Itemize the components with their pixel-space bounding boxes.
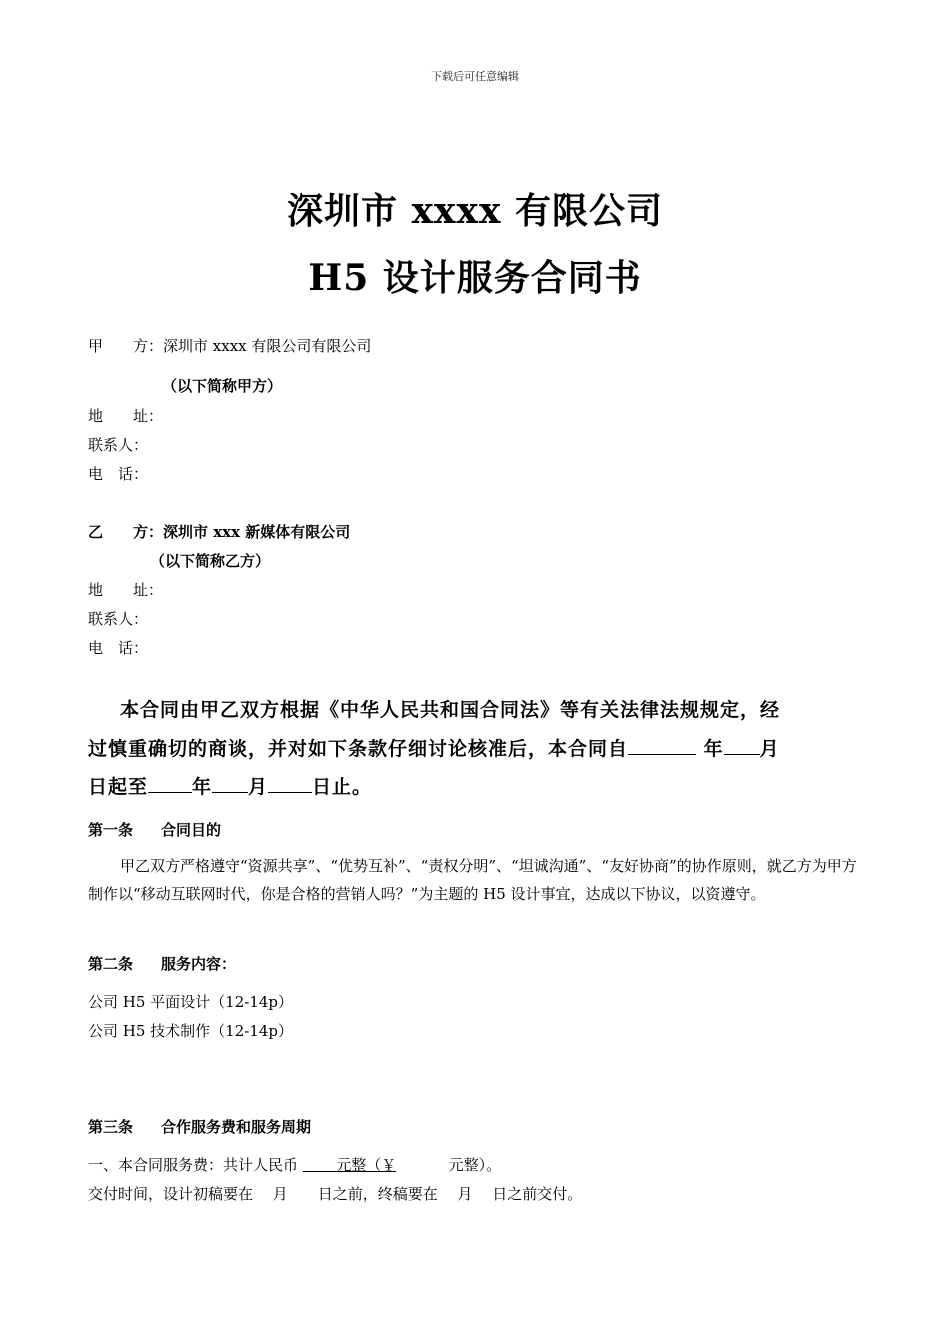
preamble-line1: 本合同由甲乙双方根据《中华人民共和国合同法》等有关法律法规规定，经	[120, 699, 781, 721]
party-b-label: 乙 方：	[88, 523, 164, 541]
document-title-line2: H5 设计服务合同书	[308, 257, 642, 299]
end-month-blank	[212, 774, 248, 793]
service-item: 公司 H5 平面设计（12-14p）	[88, 993, 294, 1011]
fee-prefix: 一、本合同服务费：共计人民币	[88, 1156, 299, 1174]
article1-number: 第一条	[88, 821, 134, 839]
party-a-address-label: 地 址：	[88, 407, 164, 425]
party-a-label: 甲 方：	[88, 337, 164, 355]
end-year-label: 年	[192, 776, 213, 798]
fee-unit: 元整（￥	[336, 1156, 397, 1174]
fee-amount-blank	[303, 1156, 396, 1174]
article1-body: 甲乙双方严格遵守“资源共享”、“优势互补”、“责权分明”、“坦诚沟通”、“友好协商”的协作原则，就乙方为甲方制作以“移动互联网时代，你是合格的营销人吗？”为主题的 H5 设计事宜，达成以下协议，以资遵守。	[88, 857, 857, 903]
article3-number: 第三条	[88, 1118, 134, 1136]
start-year-blank	[628, 736, 696, 755]
article2-title: 服务内容：	[161, 955, 237, 973]
party-a-phone-label: 电 话：	[88, 465, 149, 483]
party-b-contact-label: 联系人：	[88, 610, 149, 628]
service-item: 公司 H5 技术制作（12-14p）	[88, 1022, 294, 1040]
end-day-blank	[268, 774, 312, 793]
article3-heading	[88, 1116, 311, 1137]
start-month-blank	[724, 736, 760, 755]
preamble-line2-text: 过慎重确切的商谈，并对如下条款仔细讨论核准后，本合同自	[88, 738, 629, 760]
end-year-blank	[148, 774, 192, 793]
header-note: 下载后可任意编辑	[431, 70, 519, 83]
delivery-line: 交付时间，设计初稿要在 月 日之前，终稿要在 月 日之前交付。	[88, 1185, 583, 1203]
fee-line	[88, 1154, 501, 1175]
preamble-line3	[88, 772, 372, 799]
article1-heading	[88, 819, 221, 840]
article2-heading	[88, 953, 236, 974]
article2-number: 第二条	[88, 955, 134, 973]
end-day-label: 日止。	[312, 776, 373, 798]
party-b-name: 深圳市 xxx 新媒体有限公司	[163, 523, 351, 541]
year-label: 年	[703, 738, 724, 760]
end-month-label: 月	[248, 776, 269, 798]
party-a-name: 深圳市 xxxx 有限公司有限公司	[163, 337, 372, 355]
party-b-address-label: 地 址：	[88, 581, 164, 599]
party-a-contact-label: 联系人：	[88, 436, 149, 454]
document-title-line1: 深圳市 xxxx 有限公司	[287, 190, 663, 232]
article1-title: 合同目的	[161, 821, 222, 839]
party-b-line	[88, 521, 350, 542]
month-label: 月	[759, 738, 780, 760]
preamble-line3-text: 日起至	[88, 776, 149, 798]
party-a-line	[88, 335, 371, 356]
article3-title: 合作服务费和服务周期	[161, 1118, 312, 1136]
party-a-alias: （以下简称甲方）	[162, 377, 283, 395]
fee-suffix: 元整）。	[448, 1156, 502, 1174]
party-b-alias: （以下简称乙方）	[150, 552, 271, 570]
preamble-line2	[88, 734, 780, 761]
party-b-phone-label: 电 话：	[88, 639, 149, 657]
